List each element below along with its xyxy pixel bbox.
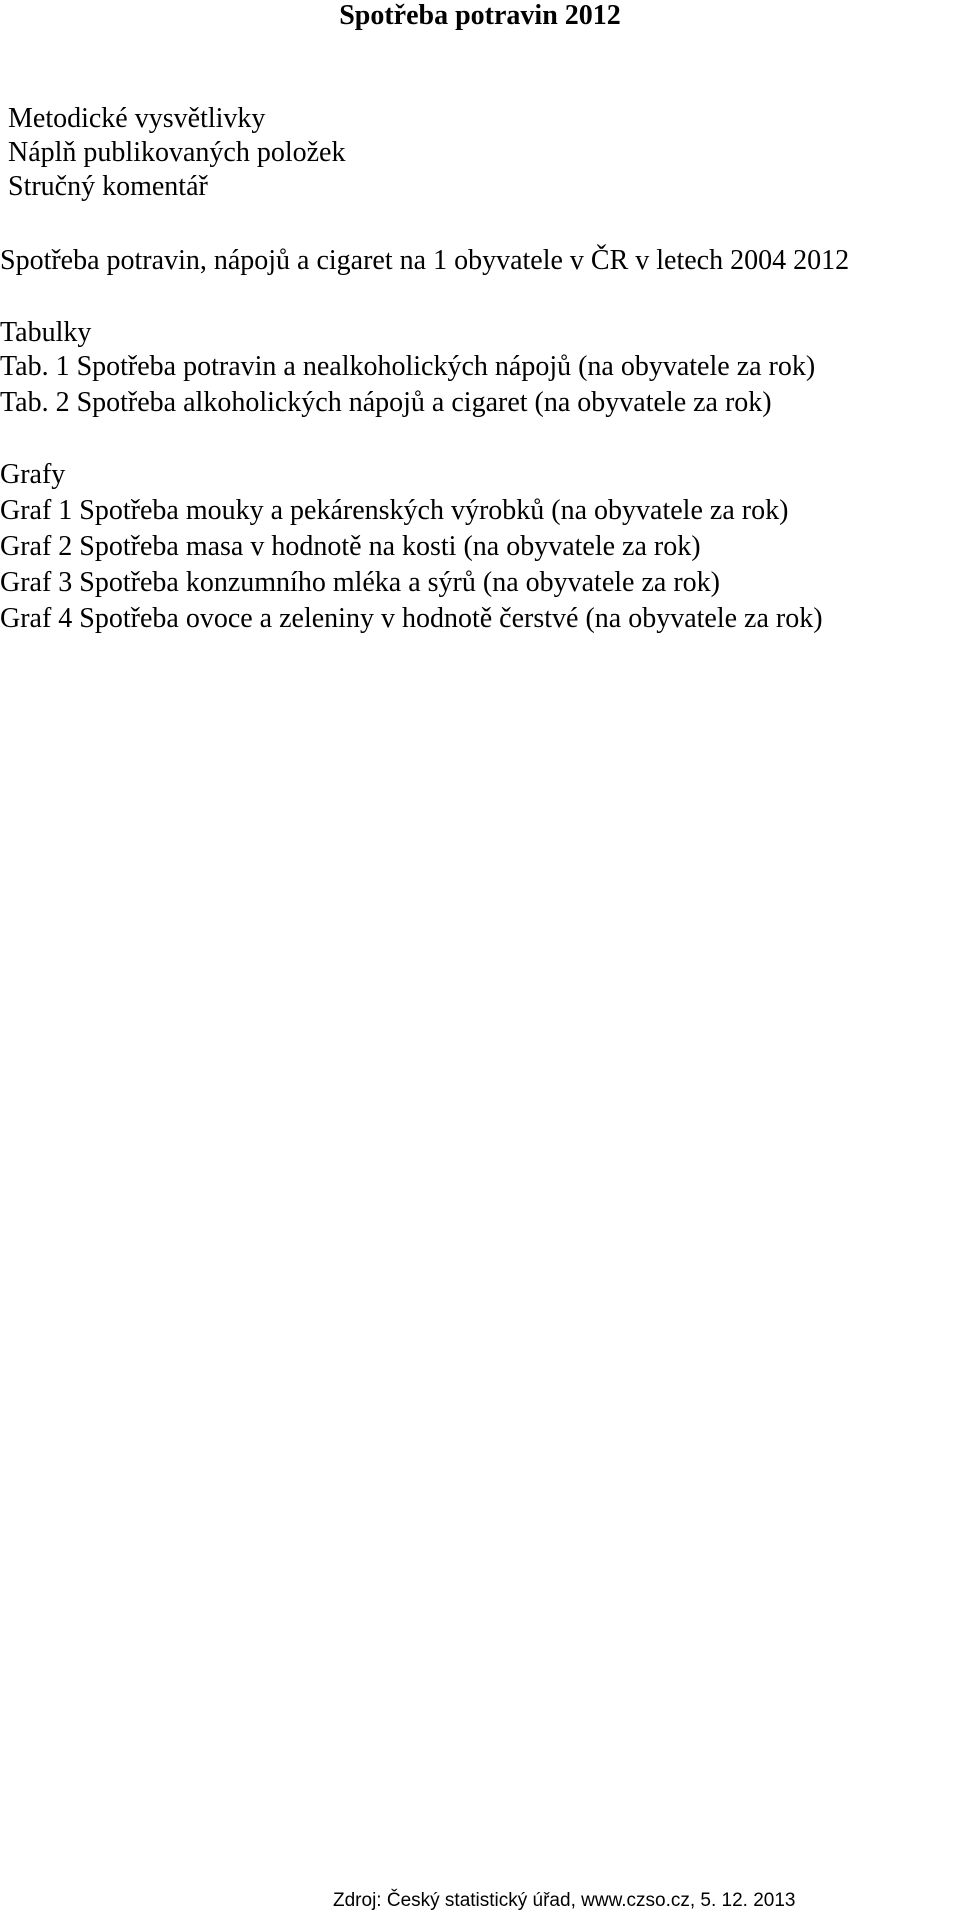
source-footer: Zdroj: Český statistický úřad, www.czso.cz, 5. 12. 2013 (333, 1890, 796, 1911)
section-heading-graphs: Grafy (0, 459, 66, 490)
link-methodology[interactable]: Metodické vysvětlivky (8, 103, 266, 134)
link-item-contents[interactable]: Náplň publikovaných položek (8, 137, 346, 168)
link-table-2[interactable]: Tab. 2 Spotřeba alkoholických nápojů a cigaret (na obyvatele za rok) (0, 387, 772, 418)
link-summary-2004-2012[interactable]: Spotřeba potravin, nápojů a cigaret na 1 obyvatele v ČR v letech 2004 2012 (0, 245, 850, 276)
link-graph-1[interactable]: Graf 1 Spotřeba mouky a pekárenských výrobků (na obyvatele za rok) (0, 495, 789, 526)
page-title: Spotřeba potravin 2012 (339, 0, 621, 31)
section-heading-tables: Tabulky (0, 317, 92, 348)
link-graph-4[interactable]: Graf 4 Spotřeba ovoce a zeleniny v hodnotě čerstvé (na obyvatele za rok) (0, 603, 823, 634)
link-commentary[interactable]: Stručný komentář (8, 171, 208, 202)
link-table-1[interactable]: Tab. 1 Spotřeba potravin a nealkoholických nápojů (na obyvatele za rok) (0, 351, 816, 382)
link-graph-2[interactable]: Graf 2 Spotřeba masa v hodnotě na kosti (na obyvatele za rok) (0, 531, 701, 562)
link-graph-3[interactable]: Graf 3 Spotřeba konzumního mléka a sýrů (na obyvatele za rok) (0, 567, 720, 598)
